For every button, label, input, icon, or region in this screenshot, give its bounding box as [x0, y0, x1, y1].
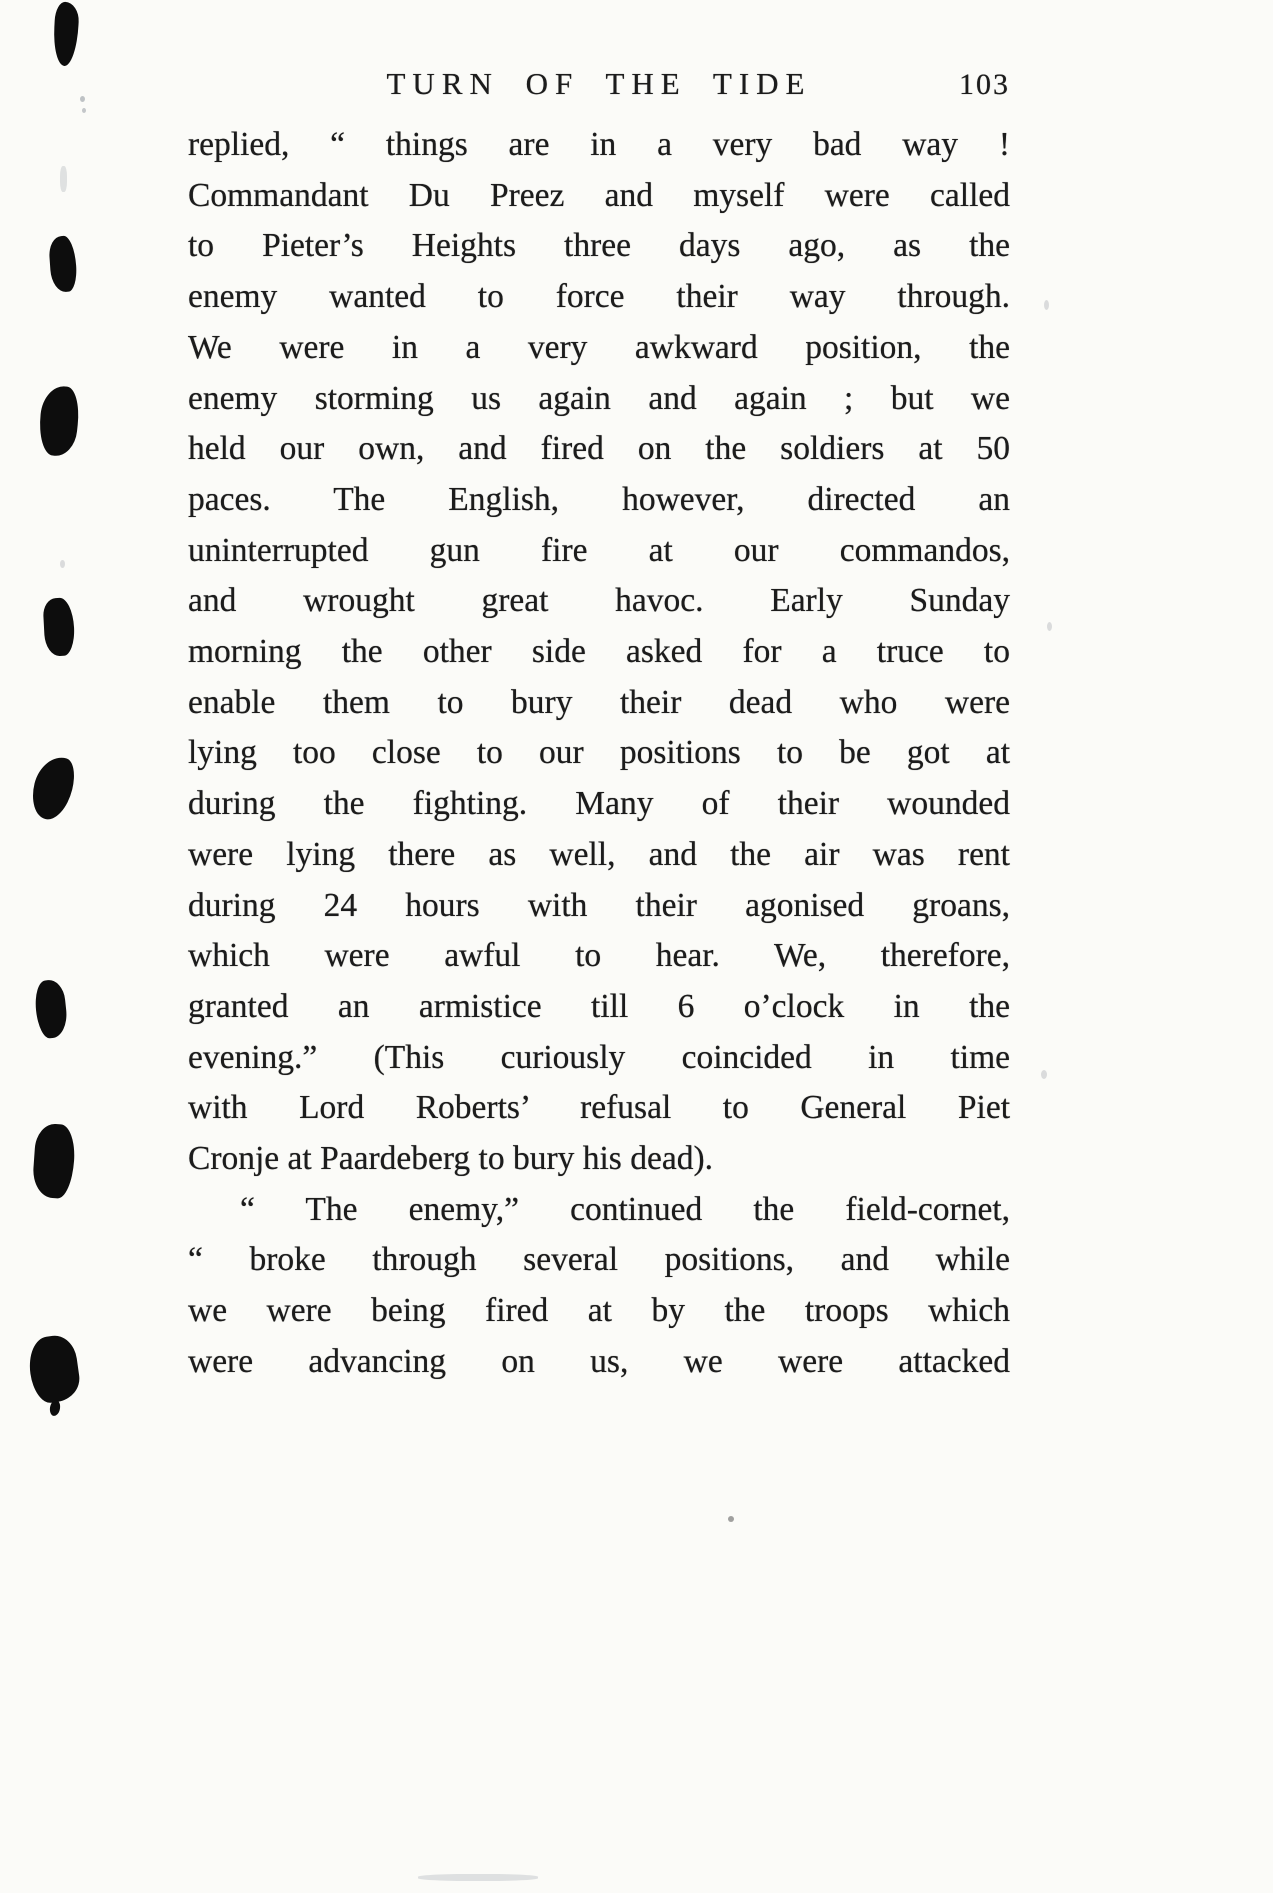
ink-blotch: [33, 979, 69, 1040]
text-line: Commandant Du Preez and myself were called: [188, 176, 1010, 214]
scan-speck: [80, 96, 85, 102]
scan-speck: [60, 560, 65, 568]
ink-blotch: [43, 597, 76, 656]
text-line: to Pieter’s Heights three days ago, as the: [188, 227, 1010, 265]
text-line: “ The enemy,” continued the field-cornet,: [240, 1190, 1010, 1228]
text-line: We were in a very awkward position, the: [188, 328, 1010, 366]
scan-speck: [60, 166, 67, 192]
scan-speck: [728, 1516, 734, 1522]
text-line: lying too close to our positions to be got at: [188, 734, 1010, 772]
ink-blotch: [31, 1123, 76, 1200]
ink-blotch: [52, 1, 79, 66]
text-line: which were awful to hear. We, therefore,: [188, 937, 1010, 975]
text-line: were lying there as well, and the air was rent: [188, 835, 1010, 873]
text-line: held our own, and fired on the soldiers at 50: [188, 430, 1010, 468]
text-line: with Lord Roberts’ refusal to General Piet: [188, 1089, 1010, 1127]
text-line: “ broke through several positions, and while: [188, 1241, 1010, 1279]
ink-blotch: [27, 752, 79, 823]
scan-speck: [1041, 1070, 1047, 1079]
scan-smudge: [418, 1874, 538, 1881]
text-line: and wrought great havoc. Early Sunday: [188, 582, 1010, 620]
text-line: evening.” (This curiously coincided in time: [188, 1038, 1010, 1076]
scan-speck: [1047, 622, 1052, 631]
text-line: enable them to bury their dead who were: [188, 683, 1010, 721]
ink-blotch: [26, 1333, 83, 1405]
text-line: morning the other side asked for a truce to: [188, 633, 1010, 671]
text-line: were advancing on us, we were attacked: [188, 1342, 1010, 1380]
page-header: [188, 66, 1010, 108]
text-line: enemy storming us again and again ; but we: [188, 379, 1010, 417]
text-line: enemy wanted to force their way through.: [188, 278, 1010, 316]
text-line: during 24 hours with their agonised groans,: [188, 886, 1010, 924]
scan-speck: [1044, 300, 1049, 310]
text-line: Cronje at Paardeberg to bury his dead).: [188, 1140, 713, 1178]
scan-speck: [82, 108, 86, 113]
text-line: during the fighting. Many of their wounded: [188, 785, 1010, 823]
text-line: granted an armistice till 6 o’clock in the: [188, 987, 1010, 1025]
page-number: 103: [959, 68, 1010, 101]
text-line: uninterrupted gun fire at our commandos,: [188, 531, 1010, 569]
ink-blotch: [36, 384, 81, 458]
text-line: replied, “ things are in a very bad way !: [188, 126, 1010, 163]
text-line: paces. The English, however, directed an: [188, 480, 1010, 518]
ink-blotch: [48, 235, 78, 293]
body-text: [188, 120, 1010, 1388]
running-title: TURN OF THE TIDE: [386, 66, 812, 101]
text-line: we were being fired at by the troops which: [188, 1292, 1010, 1330]
